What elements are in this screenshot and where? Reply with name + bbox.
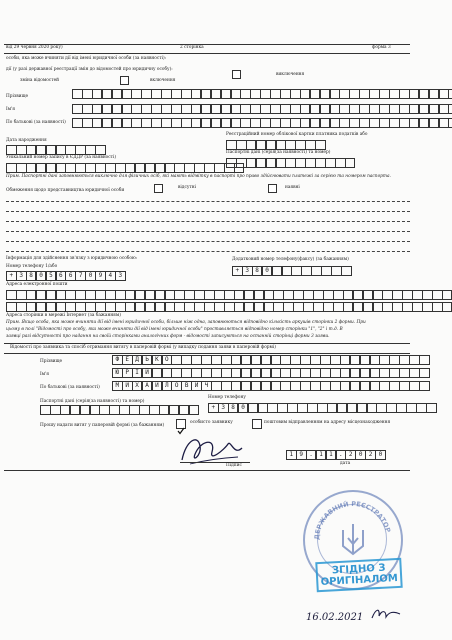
applicant-patronymic-label: По батькові (за наявності)	[40, 385, 100, 390]
surname-label: Прізвище	[6, 94, 29, 99]
applicant-name-cells[interactable]: Ю Р І Й	[112, 368, 429, 378]
personally-label: особисто заявнику	[190, 420, 233, 425]
phone1-cells[interactable]: + 3 8 0 5 6 6 7 0 9 4 3	[6, 271, 125, 281]
phone2-label: Додатковий номер телефону(факсу) (за бажанням)	[232, 257, 349, 262]
unzr-cells[interactable]	[6, 163, 244, 173]
applicant-passport-label: Паспортні дані (серія(за наявності) та номер)	[40, 399, 145, 404]
rule	[4, 470, 410, 471]
restrictions-label: Обмеження щодо представництва юридичної особи	[6, 188, 125, 193]
date-cells[interactable]: 1 9 . 1 1 . 2 0 2 0	[286, 450, 385, 460]
checkbox-change[interactable]	[120, 76, 129, 85]
form-label: форма 3	[372, 45, 391, 50]
patronymic-label: По батькові (за наявності)	[6, 120, 66, 125]
birth-date-cells[interactable]	[6, 145, 105, 155]
page-label: 2 сторінка	[180, 45, 204, 50]
restrictions-line	[6, 211, 410, 212]
checkbox-by-mail[interactable]	[252, 419, 262, 429]
checkbox-restrictions-absent[interactable]	[154, 184, 163, 193]
applicant-phone-label: Номер телефону	[208, 395, 246, 400]
signature-label: Підпис	[226, 463, 242, 468]
rule	[4, 353, 410, 354]
restrictions-line	[6, 221, 410, 222]
certified-copy-stamp	[315, 558, 402, 592]
contact-info-label: Інформація для здійснення зв'язку з юридичною особою:	[6, 256, 138, 261]
section3-rule	[4, 343, 410, 344]
svg-text:ДЕРЖАВНИЙ РЕЄСТРАТОР: ДЕРЖАВНИЙ РЕЄСТРАТОР	[312, 499, 393, 541]
section1-line1: особи, яка може вчиняти дії від імені юридичної особи (за наявності):	[6, 56, 167, 61]
certified-line2: ОРИГІНАЛОМ	[320, 572, 399, 589]
name-label: Ім'я	[6, 107, 15, 112]
name-cells[interactable]	[72, 104, 452, 114]
absent-label: відсутні	[178, 185, 196, 190]
checkbox-exclude[interactable]	[232, 70, 241, 79]
restrictions-line	[6, 251, 410, 252]
unzr-label: Унікальний номер запису в ЄДДР (за наявності)	[6, 155, 117, 160]
phone1-label: Номер телефону 1/або	[6, 264, 58, 269]
opt-exclude-label: виключення	[276, 72, 305, 77]
restrictions-line	[6, 241, 410, 242]
birth-date-label: Дата народження	[6, 138, 47, 143]
applicant-passport-cells[interactable]	[40, 405, 199, 415]
passport-label: Паспортні дані (серія(за наявності) та номер)	[226, 150, 331, 155]
rntrc-label: Реєстраційний номер облікової картки платника податків або	[226, 132, 368, 137]
restrictions-line	[6, 231, 410, 232]
checkbox-personally[interactable]	[176, 419, 186, 429]
restrictions-line	[6, 201, 410, 202]
header-rule	[4, 44, 410, 45]
surname-cells[interactable]	[72, 89, 452, 99]
opt-include-label: включення	[150, 78, 176, 83]
applicant-surname-label: Прізвище	[40, 359, 63, 364]
passport-cells[interactable]	[226, 158, 355, 168]
note-passport: Прим. Паспортні дані заповнюються виключно для фізичних осіб, які мають відмітку в паспорті про право здійснювати платежі за серією та номером паспорта.	[6, 174, 391, 179]
applicant-surname-cells[interactable]: Ф Е Д Ь К О	[112, 355, 429, 365]
extract-label: Прошу надати витяг у паперовій формі (за бажанням)	[40, 423, 165, 428]
section1-line2: дії (у разі державної реєстрації змін до відомостей про юридичну особу):	[6, 67, 173, 72]
patronymic-cells[interactable]	[72, 118, 452, 128]
note-line2: цьому в полі "Відомості про особу, яка може вчиняти дії від імені юридичної особи" проставляється відповідно номер сторінки "1", "2" і т.д. В	[6, 327, 343, 332]
note-line1: Прим. Якщо особа, яка може вчиняти дії від імені юридичної особи, більше ніж одна, заповнюються відповідно кількість аркушів сторінки 2 форми. При	[6, 320, 366, 325]
email-label: Адреса електронної пошти	[6, 282, 68, 287]
header-date: від 29 червня 2020 року)	[6, 45, 63, 50]
checkbox-restrictions-present[interactable]	[268, 184, 277, 193]
by-mail-label: поштовим відправленням на адресу місцезнаходження	[264, 420, 391, 425]
date-label: дата	[340, 461, 351, 466]
opt-change-label: зміна відомостей	[20, 78, 59, 83]
section3-title: Відомості про заявника та спосіб отримання витягу в паперовій формі (у випадку подання заяви в паперовій формі)	[10, 345, 276, 350]
phone2-cells[interactable]: + 3 8 0	[232, 266, 351, 276]
applicant-name-label: Ім'я	[40, 372, 49, 377]
applicant-patronymic-cells[interactable]: М И Х А Й Л О В И Ч	[112, 381, 429, 391]
handwritten-date: 16.02.2021	[306, 612, 364, 623]
note-line3: заявці разі відсутності про надання на своїй сторінками аналогічних форм - відомості записуються на останній сторінці форми 3 заяви.	[6, 334, 330, 339]
certified-line1: ЗГІДНО З	[331, 562, 386, 577]
email-cells[interactable]	[6, 290, 452, 300]
web-label: Адреса сторінки в мережі Інтернет (за бажанням)	[6, 313, 121, 318]
applicant-phone-cells[interactable]: + 3 8 0	[208, 403, 436, 413]
rule	[4, 53, 410, 54]
web-cells[interactable]	[6, 302, 452, 312]
rntrc-cells[interactable]	[226, 140, 325, 150]
certifier-signature	[370, 606, 402, 622]
present-label: наявні	[285, 185, 300, 190]
